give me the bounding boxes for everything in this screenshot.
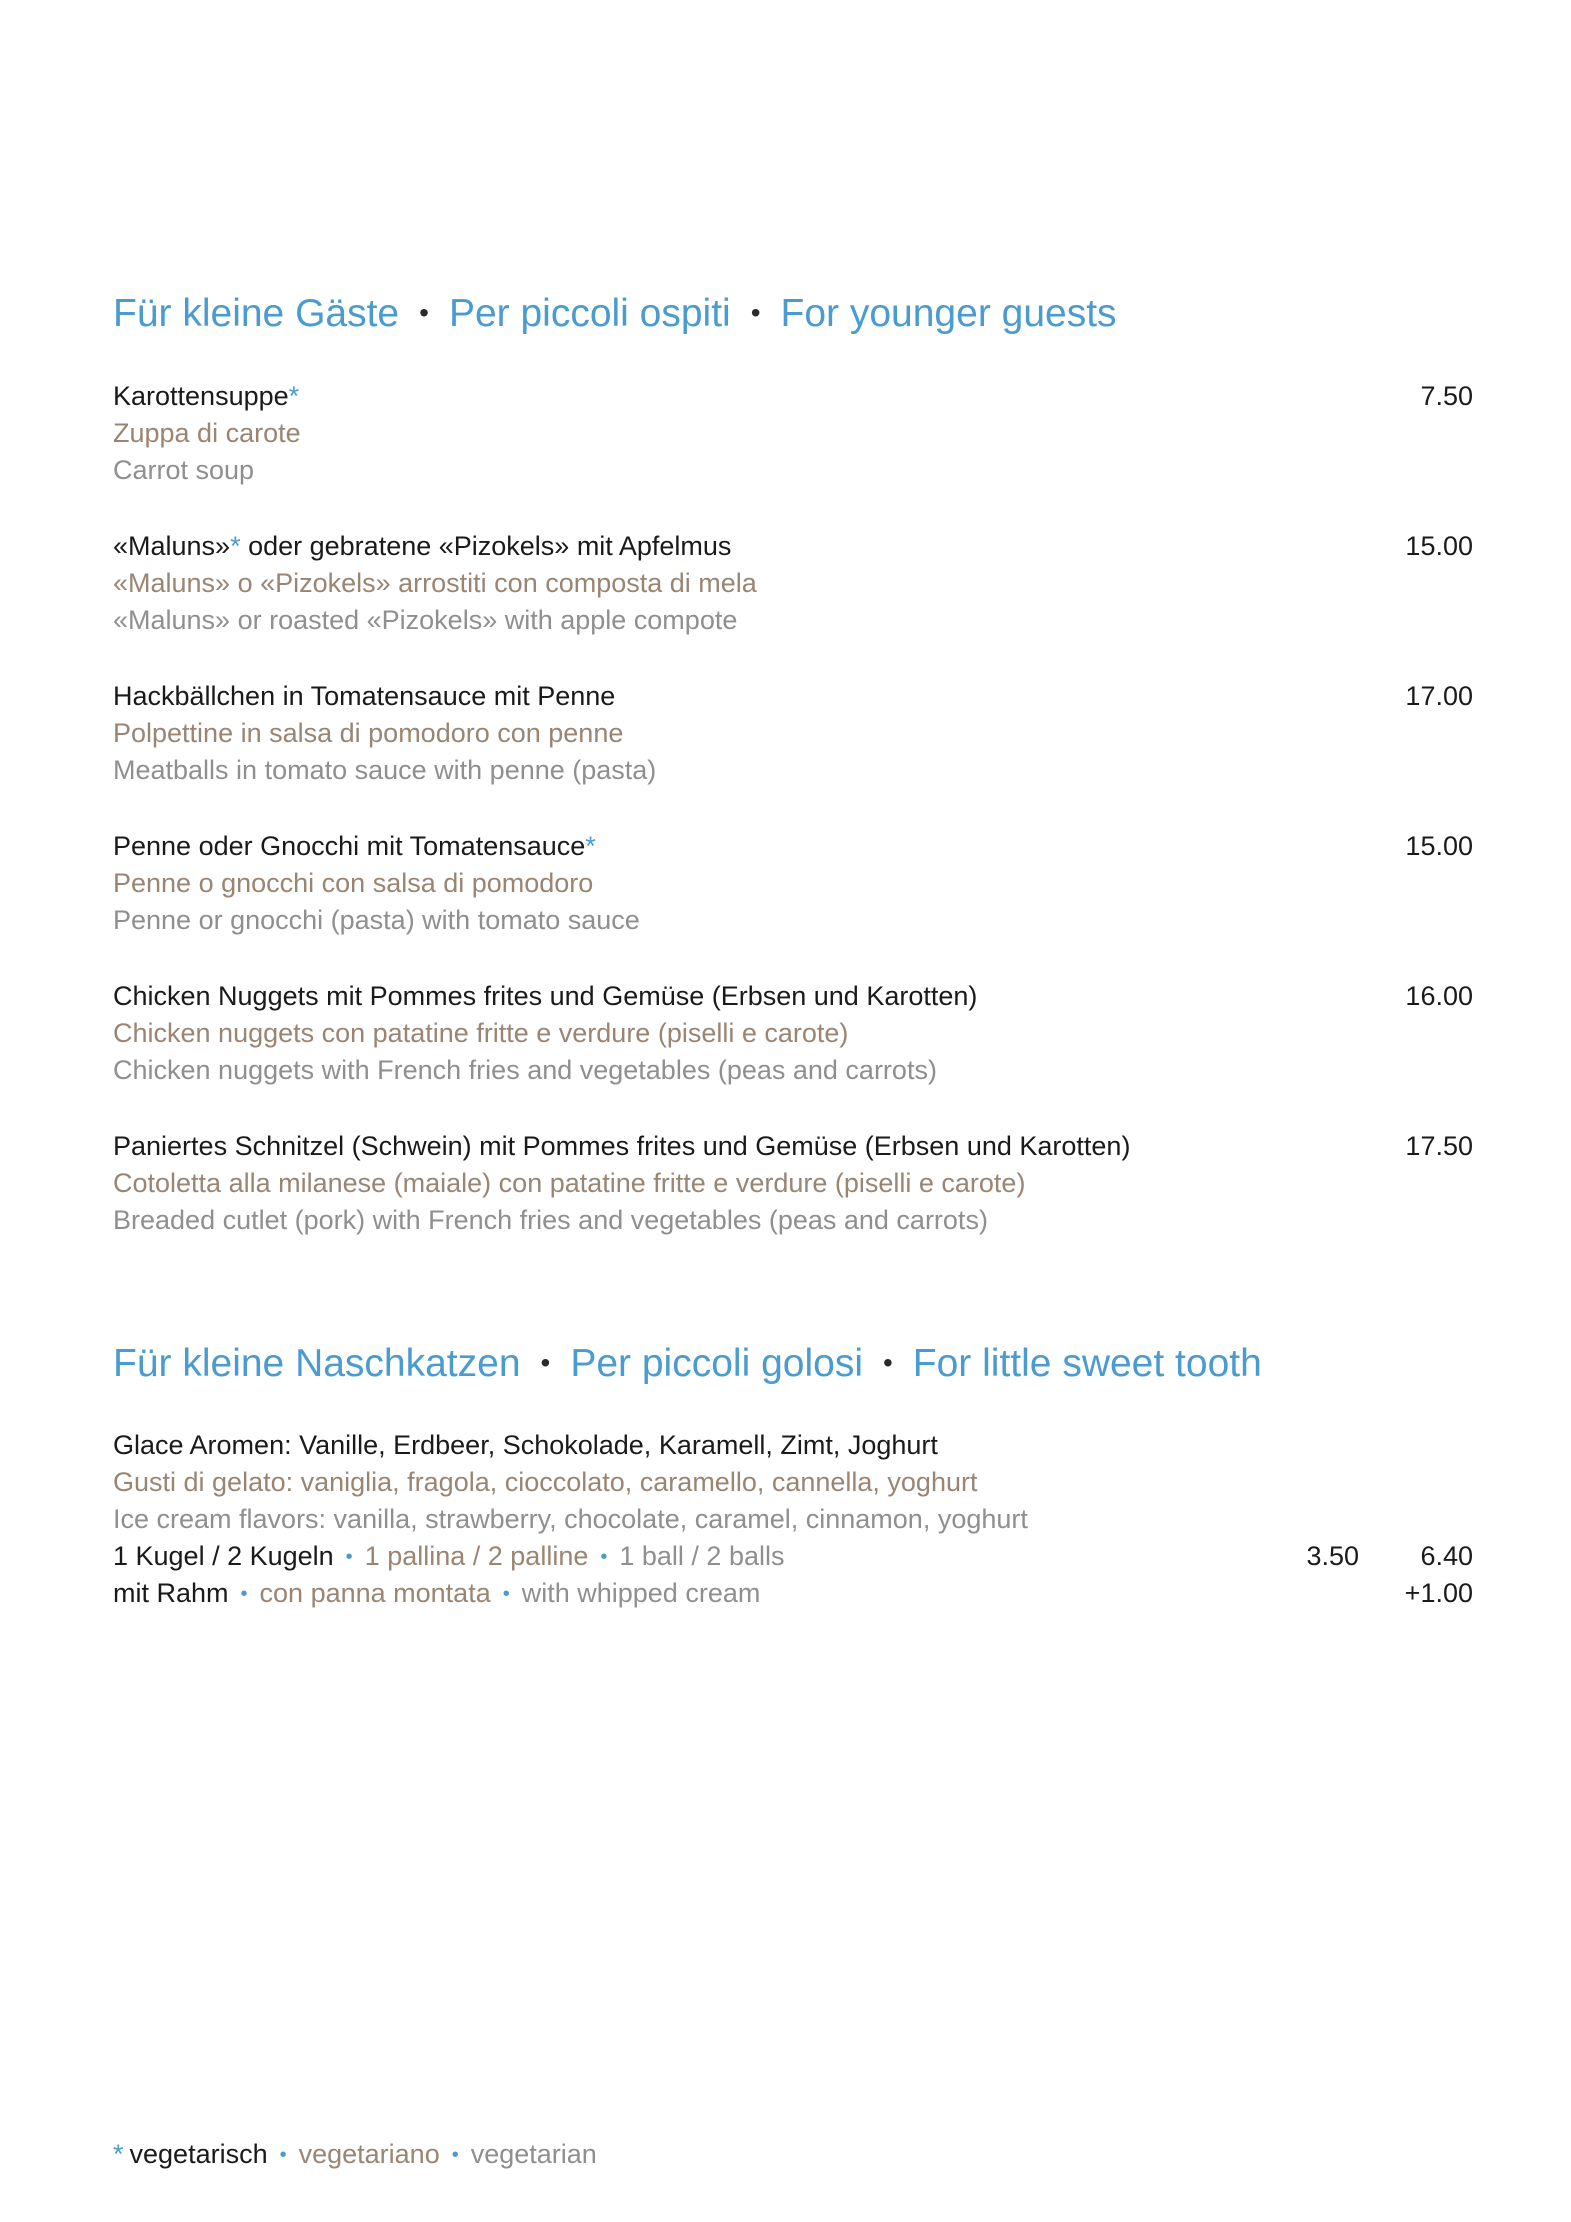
price-cream: +1.00 — [1404, 1578, 1473, 1608]
vegetarian-star: * — [230, 531, 241, 561]
item-price: 15.00 — [1405, 531, 1473, 561]
heading-en: For younger guests — [780, 292, 1117, 335]
item-name-it: Cotoletta alla milanese (maiale) con patatine fritte e verdure (piselli e carote) — [113, 1168, 1026, 1198]
item-name-en: Chicken nuggets with French fries and vegetables (peas and carrots) — [113, 1055, 937, 1085]
vegetarian-star: * — [113, 2139, 124, 2169]
heading-de: Für kleine Gäste — [113, 292, 400, 335]
scoops-de: 1 Kugel / 2 Kugeln — [113, 1541, 334, 1571]
heading-de: Für kleine Naschkatzen — [113, 1342, 521, 1385]
item-name-de-rest: oder gebratene «Pizokels» mit Apfelmus — [240, 531, 732, 561]
item-name-de: Penne oder Gnocchi mit Tomatensauce — [113, 831, 586, 861]
list-item — [113, 1128, 1473, 1278]
separator-dot: • — [279, 2144, 287, 2166]
heading-dot: • — [882, 1347, 893, 1378]
sweets-menu-list — [113, 1427, 1473, 1612]
cream-row — [113, 1575, 1473, 1612]
price-two-scoops: 6.40 — [1420, 1541, 1473, 1571]
item-name-it: Zuppa di carote — [113, 418, 301, 448]
item-price: 7.50 — [1420, 381, 1473, 411]
scoops-row — [113, 1538, 1473, 1575]
item-price: 17.50 — [1405, 1131, 1473, 1161]
heading-it: Per piccoli golosi — [570, 1342, 863, 1385]
separator-dot: • — [451, 2144, 459, 2166]
item-name-de: «Maluns» — [113, 531, 231, 561]
item-price: 16.00 — [1405, 981, 1473, 1011]
legend-en: vegetarian — [470, 2139, 597, 2169]
scoops-it: 1 pallina / 2 palline — [364, 1541, 589, 1571]
item-name-en: Meatballs in tomato sauce with penne (pasta) — [113, 755, 657, 785]
item-name-en: Breaded cutlet (pork) with French fries and vegetables (peas and carrots) — [113, 1205, 988, 1235]
vegetarian-legend — [113, 2136, 597, 2176]
item-name-en: Carrot soup — [113, 455, 255, 485]
item-name-de: Karottensuppe — [113, 381, 289, 411]
cream-it: con panna montata — [259, 1578, 491, 1608]
heading-dot: • — [419, 297, 429, 328]
heading-it: Per piccoli ospiti — [448, 292, 731, 335]
kids-menu-list — [113, 378, 1473, 1278]
scoops-en: 1 ball / 2 balls — [619, 1541, 785, 1571]
separator-dot: • — [240, 1583, 248, 1605]
cream-en: with whipped cream — [521, 1578, 761, 1608]
item-name-it: «Maluns» o «Pizokels» arrostiti con composta di mela — [113, 568, 757, 598]
separator-dot: • — [502, 1583, 510, 1605]
item-name-de: Chicken Nuggets mit Pommes frites und Gemüse (Erbsen und Karotten) — [113, 981, 978, 1011]
separator-dot: • — [600, 1546, 608, 1568]
item-name-it: Penne o gnocchi con salsa di pomodoro — [113, 868, 594, 898]
list-item — [113, 978, 1473, 1128]
legend-de: vegetarisch — [129, 2139, 268, 2169]
vegetarian-star: * — [585, 831, 596, 861]
list-item — [113, 378, 1473, 528]
flavors-de: Glace Aromen: Vanille, Erdbeer, Schokolade, Karamell, Zimt, Joghurt — [113, 1430, 938, 1460]
section-heading-kids — [113, 292, 1117, 336]
list-item — [113, 828, 1473, 978]
heading-dot: • — [540, 1347, 551, 1378]
menu-page — [113, 0, 1473, 2222]
heading-en: For little sweet tooth — [912, 1342, 1262, 1385]
item-name-it: Polpettine in salsa di pomodoro con penne — [113, 718, 624, 748]
item-name-de: Hackbällchen in Tomatensauce mit Penne — [113, 681, 616, 711]
item-name-it: Chicken nuggets con patatine fritte e verdure (piselli e carote) — [113, 1018, 849, 1048]
item-name-en: Penne or gnocchi (pasta) with tomato sauce — [113, 905, 640, 935]
item-price: 15.00 — [1405, 831, 1473, 861]
vegetarian-star: * — [288, 381, 300, 411]
item-price: 17.00 — [1405, 681, 1473, 711]
legend-it: vegetariano — [298, 2139, 440, 2169]
flavors-en: Ice cream flavors: vanilla, strawberry, chocolate, caramel, cinnamon, yoghurt — [113, 1504, 1028, 1534]
item-name-en: «Maluns» or roasted «Pizokels» with apple compote — [113, 605, 738, 635]
heading-dot: • — [750, 297, 761, 328]
item-name-de: Paniertes Schnitzel (Schwein) mit Pommes frites und Gemüse (Erbsen und Karotten) — [113, 1131, 1131, 1161]
separator-dot: • — [345, 1546, 353, 1568]
flavors-it: Gusti di gelato: vaniglia, fragola, cioccolato, caramello, cannella, yoghurt — [113, 1467, 978, 1497]
section-heading-sweets — [113, 1342, 1262, 1386]
cream-de: mit Rahm — [113, 1578, 229, 1608]
price-one-scoop: 3.50 — [1306, 1541, 1359, 1571]
list-item — [113, 528, 1473, 678]
list-item — [113, 678, 1473, 828]
